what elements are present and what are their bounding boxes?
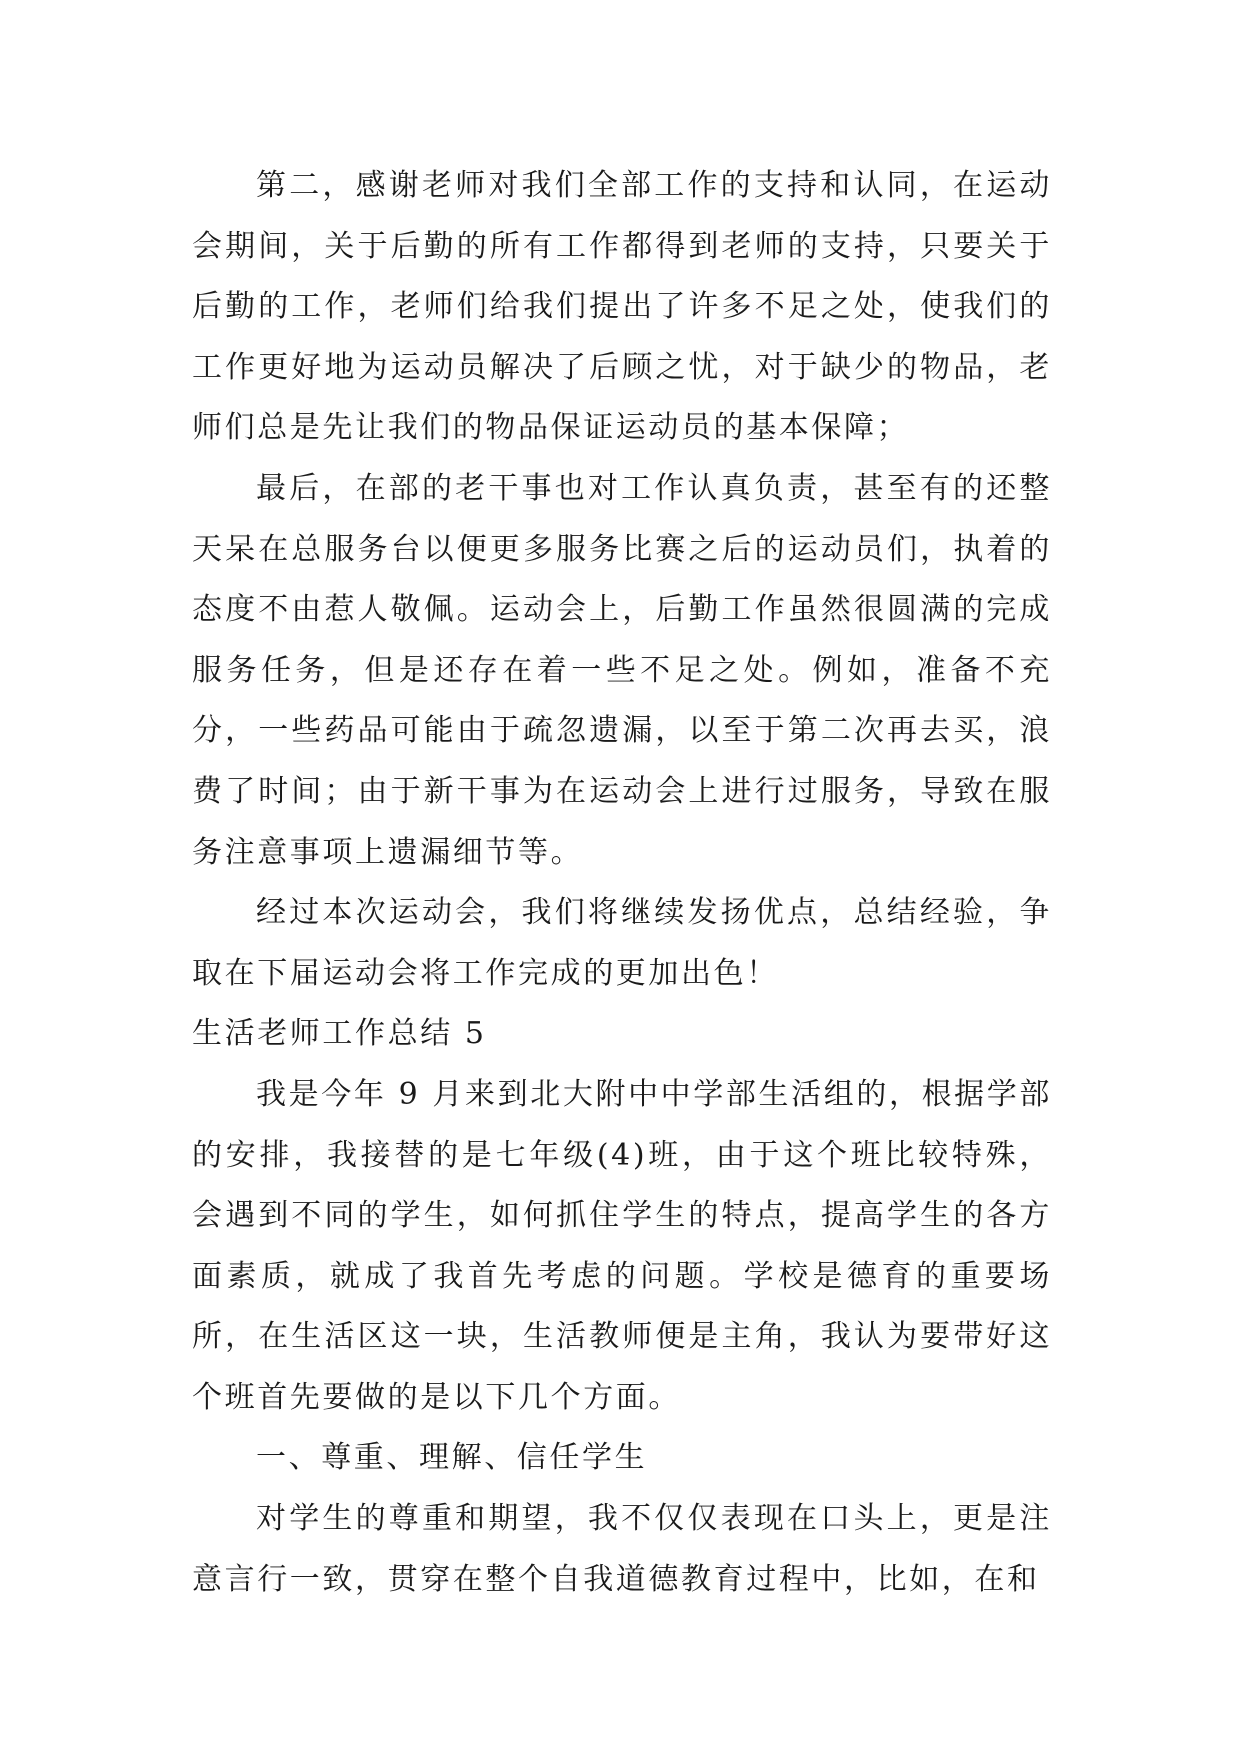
subheading-respect-students: 一、尊重、理解、信任学生 xyxy=(256,1440,648,1476)
paragraph-thanks-teachers: 第二，感谢老师对我们全部工作的支持和认同，在运动会期间，关于后勤的所有工作都得到老师的支持，只要关于后勤的工作，老师们给我们提出了许多不足之处，使我们的工作更好地为运动员解决了后顾之忧，对于缺少的物品，老师们总是先让我们的物品保证运动员的基本保障； xyxy=(192,168,1052,446)
section-heading: 生活老师工作总结 5 xyxy=(192,1016,487,1052)
paragraph-conclusion: 经过本次运动会，我们将继续发扬优点，总结经验，争取在下届运动会将工作完成的更加出色！ xyxy=(192,895,1052,991)
paragraph-finally-staff: 最后，在部的老干事也对工作认真负责，甚至有的还整天呆在总服务台以便更多服务比赛之后的运动员们，执着的态度不由惹人敬佩。运动会上，后勤工作虽然很圆满的完成服务任务，但是还存在着一些不足之处。例如，准备不充分，一些药品可能由于疏忽遗漏，以至于第二次再去买，浪费了时间；由于新干事为在运动会上进行过服务，导致在服务注意事项上遗漏细节等。 xyxy=(192,470,1052,870)
paragraph-respect-detail: 对学生的尊重和期望，我不仅仅表现在口头上，更是注意言行一致，贯穿在整个自我道德教育过程中，比如，在和 xyxy=(192,1501,1052,1597)
paragraph-introduction: 我是今年 9 月来到北大附中中学部生活组的，根据学部的安排，我接替的是七年级(4)班，由于这个班比较特殊，会遇到不同的学生，如何抓住学生的特点，提高学生的各方面素质，就成了我首先考虑的问题。学校是德育的重要场所，在生活区这一块，生活教师便是主角，我认为要带好这个班首先要做的是以下几个方面。 xyxy=(192,1076,1052,1415)
document-body xyxy=(192,156,1052,1610)
